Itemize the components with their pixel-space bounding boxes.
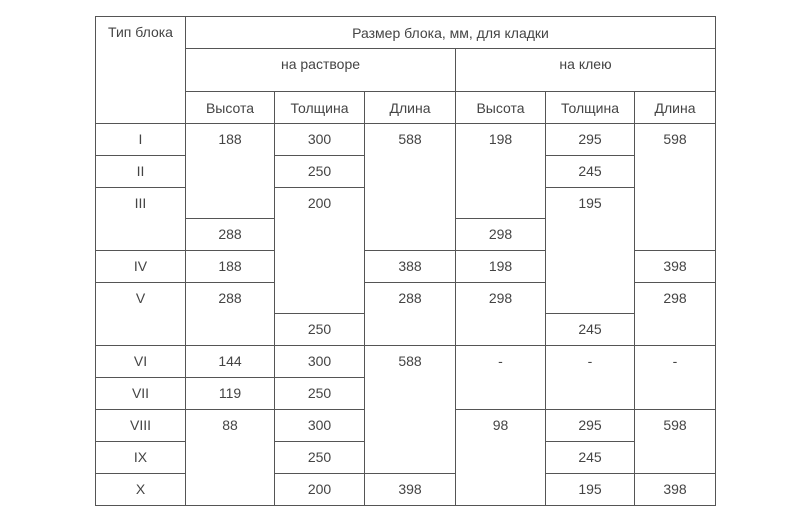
mortar-height-cell: 188 [186,124,275,219]
glue-height-cell: - [456,346,546,410]
mortar-thickness-cell: 300 [275,410,365,442]
mortar-thickness-cell: 250 [275,378,365,410]
mortar-thickness-cell: 250 [275,442,365,474]
glue-length-cell: - [635,346,716,410]
glue-length-cell: 598 [635,124,716,251]
block-type-cell: VII [96,378,186,410]
glue-height-cell: 298 [456,219,546,251]
glue-thickness-cell: 295 [546,124,635,156]
glue-thickness-cell: 245 [546,156,635,188]
mortar-thickness-cell: 200 [275,474,365,506]
mortar-thickness-cell: 250 [275,314,365,346]
glue-length-cell: 298 [635,283,716,346]
mortar-thickness-cell: 300 [275,346,365,378]
mortar-height-cell: 144 [186,346,275,378]
block-type-cell: VI [96,346,186,378]
glue-length-cell: 398 [635,251,716,283]
glue-thickness-cell: 195 [546,188,635,314]
mortar-height-cell: 88 [186,410,275,506]
mortar-length-cell: 588 [365,346,456,474]
mortar-thickness-cell: 250 [275,156,365,188]
mortar-height-cell: 288 [186,219,275,251]
table-row [96,346,716,378]
glue-thickness-cell: 245 [546,314,635,346]
glue-length-cell: 598 [635,410,716,474]
glue-thickness-cell: - [546,346,635,410]
block-type-cell: IX [96,442,186,474]
block-type-cell: IV [96,251,186,283]
block-type-cell: III [96,188,186,251]
block-type-cell: VIII [96,410,186,442]
glue-height-cell: 298 [456,283,546,346]
glue-height-cell: 198 [456,124,546,219]
block-type-cell: X [96,474,186,506]
block-type-cell: II [96,156,186,188]
header-mortar: на растворе [186,49,456,92]
mortar-length-cell: 588 [365,124,456,251]
header-block-type: Тип блока [96,17,186,124]
block-type-cell: V [96,283,186,346]
mortar-length-cell: 288 [365,283,456,346]
block-size-table [95,16,716,506]
glue-height-cell: 98 [456,410,546,506]
header-block-size: Размер блока, мм, для кладки [186,17,716,49]
mortar-thickness-cell: 300 [275,124,365,156]
block-type-cell: I [96,124,186,156]
mortar-height-cell: 119 [186,378,275,410]
header-glue-height: Высота [456,92,546,124]
mortar-thickness-cell: 200 [275,188,365,314]
mortar-height-cell: 288 [186,283,275,346]
header-glue-length: Длина [635,92,716,124]
glue-thickness-cell: 245 [546,442,635,474]
header-glue: на клею [456,49,716,92]
table-row [96,124,716,156]
glue-thickness-cell: 295 [546,410,635,442]
mortar-height-cell: 188 [186,251,275,283]
glue-height-cell: 198 [456,251,546,283]
header-mortar-length: Длина [365,92,456,124]
header-mortar-thickness: Толщина [275,92,365,124]
header-mortar-height: Высота [186,92,275,124]
mortar-length-cell: 398 [365,474,456,506]
glue-thickness-cell: 195 [546,474,635,506]
mortar-length-cell: 388 [365,251,456,283]
header-glue-thickness: Толщина [546,92,635,124]
glue-length-cell: 398 [635,474,716,506]
